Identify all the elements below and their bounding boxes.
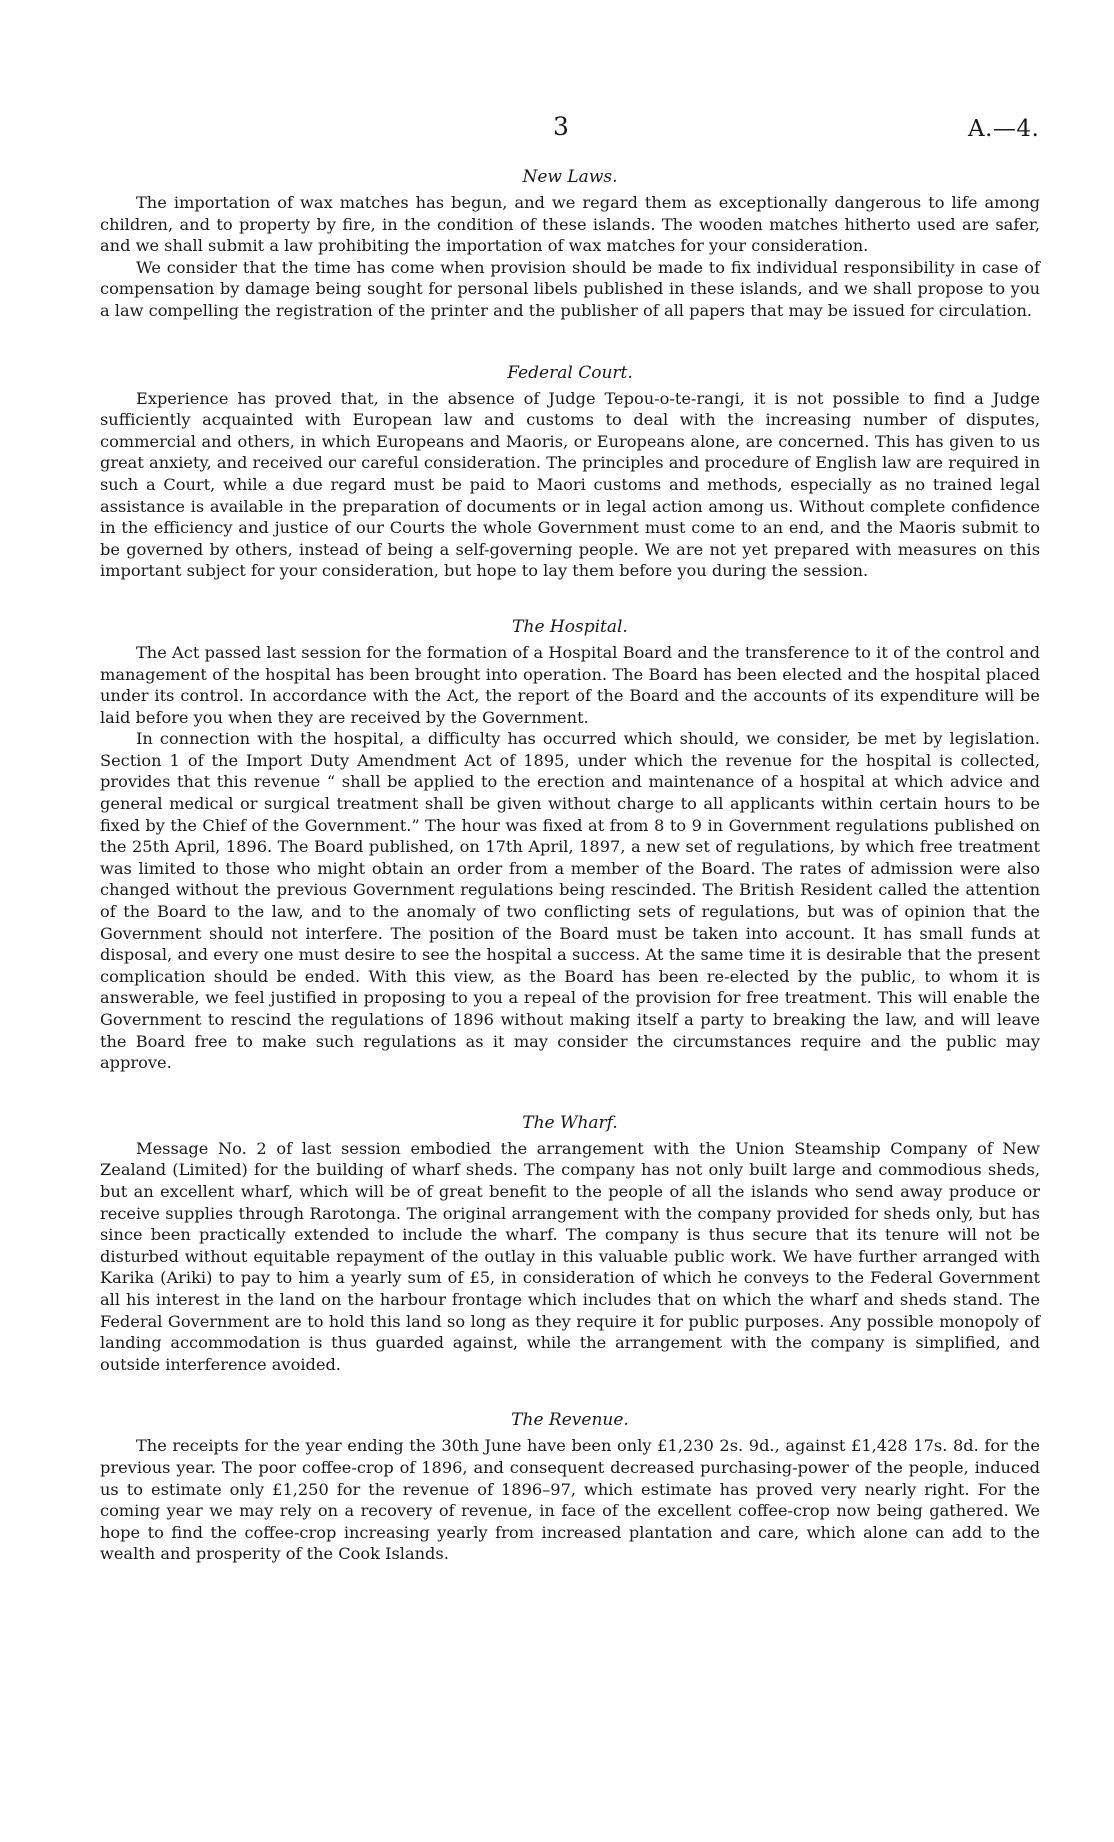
paragraph: The receipts for the year ending the 30th June have been only £1,230 2s. 9d., against £1,428 17s. 8d. for the previous year. The poor coffee-crop of 1896, and consequent decreased purchasing-power of the people, induced us to estimate only £1,250 for the revenue of 1896–97, which estimate has proved very nearly right. For the coming year we may rely on a recovery of revenue, in face of the excellent coffee-crop now being gathered. We hope to find the coffee-crop increasing yearly from increased plantation and care, which alone can add to the wealth and prosperity of the Cook Islands. xyxy=(100,1436,1040,1564)
paragraph: The Act passed last session for the formation of a Hospital Board and the transference to it of the control and management of the hospital has been brought into operation. The Board has been elected and the hospital placed under its control. In accordance with the Act, the report of the Board and the accounts of its expenditure will be laid before you when they are received by the Government. xyxy=(100,642,1040,727)
document-body xyxy=(100,166,1040,1603)
section-heading: New Laws. xyxy=(522,167,618,187)
section-revenue xyxy=(100,1409,1040,1565)
section-new-laws xyxy=(100,166,1040,322)
paragraph: Message No. 2 of last session embodied the arrangement with the Union Steamship Company of New Zealand (Limited) for the building of wharf sheds. The company has not only built large and commodious sheds, but an excellent wharf, which will be of great benefit to the people of all the islands who send away produce or receive supplies through Rarotonga. The original arrangement with the company provided for sheds only, but has since been practically extended to include the wharf. The company is thus secure that its tenure will not be disturbed without equitable repayment of the outlay in this valuable public work. We have further arranged with Karika (Ariki) to pay to him a yearly sum of £5, in consideration of which he conveys to the Federal Government all his interest in the land on the harbour frontage which includes that on which the wharf and sheds stand. The Federal Government are to hold this land so long as they require it for public purposes. Any possible monopoly of landing accommodation is thus guarded against, while the arrangement with the company is simplified, and outside interference avoided. xyxy=(100,1138,1040,1374)
section-heading: The Wharf. xyxy=(522,1112,618,1133)
section-federal-court xyxy=(100,362,1040,582)
paragraph: In connection with the hospital, a difficulty has occurred which should, we consider, be met by legislation. Section 1 of the Import Duty Amendment Act of 1895, under which the revenue for the hospital is collected, provides that this revenue “ shall be applied to the erection and maintenance of a hospital at which advice and general medical or surgical treatment shall be given without charge to all applicants within certain hours to be fixed by the Chief of the Government.” The hour was fixed at from 8 to 9 in Government regulations published on the 25th April, 1896. The Board published, on 17th April, 1897, a new set of regulations, by which free treatment was limited to those who might obtain an order from a member of the Board. The rates of admission were also changed without the previous Government regulations being rescinded. The British Resident called the attention of the Board to the law, and to the anomaly of two conflicting sets of regulations, but was of opinion that the Government should not interfere. The position of the Board must be taken into account. It has small funds at disposal, and every one must desire to see the hospital a success. At the same time it is desirable that the present complication should be ended. With this view, as the Board has been re-elected by the public, to whom it is answerable, we feel justified in proposing to you a repeal of the provision for free treatment. This will enable the Government to rescind the regulations of 1896 without making itself a party to breaking the law, and will leave the Board free to make such regulations as it may consider the circumstances require and the public may approve. xyxy=(100,729,1040,1073)
section-wharf xyxy=(100,1112,1040,1376)
paragraph: We consider that the time has come when provision should be made to fix individual responsibility in case of compensation by damage being sought for personal libels published in these islands, and we shall propose to you a law compelling the registration of the printer and the publisher of all papers that may be issued for circulation. xyxy=(100,257,1040,320)
paragraph: Experience has proved that, in the absence of Judge Tepou-o-te-rangi, it is not possible to find a Judge sufficiently acquainted with European law and customs to deal with the increasing number of disputes, commercial and others, in which Europeans and Maoris, or Europeans alone, are concerned. This has given to us great anxiety, and received our careful consideration. The principles and procedure of English law are required in such a Court, while a due regard must be paid to Maori customs and methods, especially as no trained legal assistance is available in the preparation of documents or in legal action among us. Without complete confidence in the efficiency and justice of our Courts the whole Government must come to an end, and the Maoris submit to be governed by others, instead of being a self-governing people. We are not yet prepared with measures on this important subject for your consideration, but hope to lay them before you during the session. xyxy=(100,388,1040,581)
section-heading: The Revenue. xyxy=(511,1410,629,1431)
document-reference: A.—4. xyxy=(968,116,1040,142)
paragraph: The importation of wax matches has begun, and we regard them as exceptionally dangerous to life among children, and to property by fire, in the condition of these islands. The wooden matches hitherto used are safer, and we shall submit a law prohibiting the importation of wax matches for your consideration. xyxy=(100,193,1040,256)
section-hospital xyxy=(100,616,1040,1074)
section-heading: Federal Court. xyxy=(507,362,633,383)
section-heading: The Hospital. xyxy=(512,616,628,637)
page-number: 3 xyxy=(553,112,569,141)
